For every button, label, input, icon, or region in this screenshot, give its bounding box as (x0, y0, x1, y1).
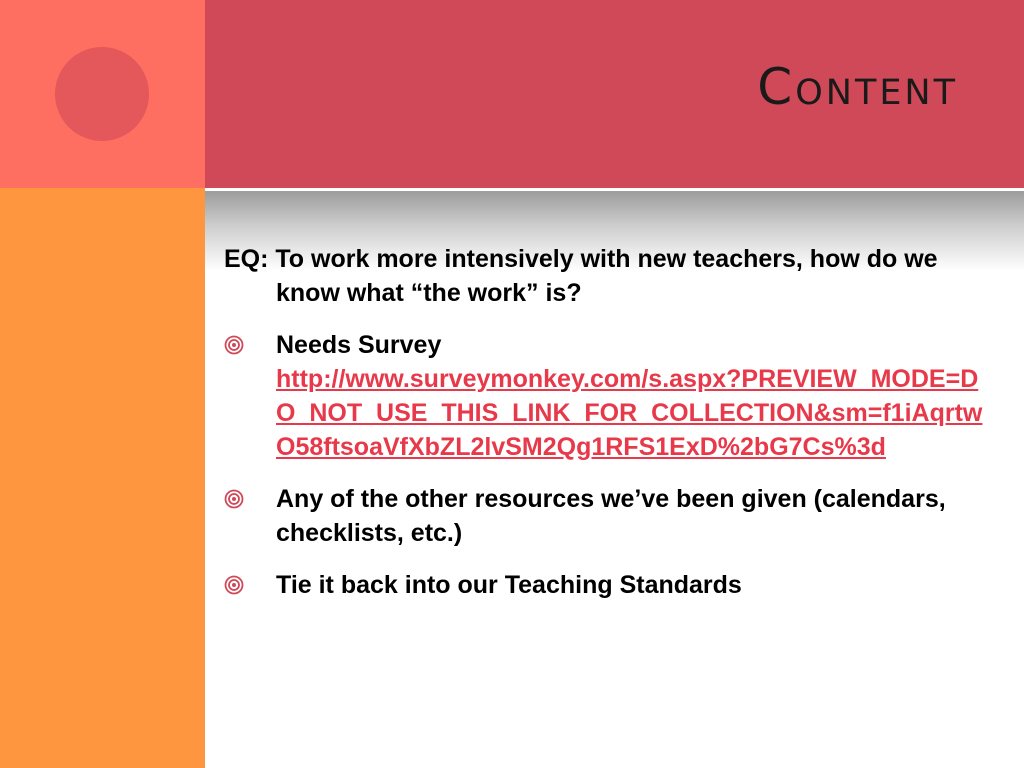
slide-title: Content (757, 58, 958, 116)
concentric-circle-bullet-icon (224, 489, 244, 509)
bullet-item-needs-survey (224, 328, 984, 464)
bullet-item-resources (224, 482, 984, 550)
bullet-label: Needs Survey (276, 331, 442, 359)
bullet-label: Any of the other resources we’ve been given (calendars, checklists, etc.) (276, 485, 946, 547)
bullet-item-standards (224, 568, 984, 602)
survey-link[interactable]: http://www.surveymonkey.com/s.aspx?PREVIEW_MODE=DO_NOT_USE_THIS_LINK_FOR_COLLECTION&sm=f1iAqrtwO58ftsoaVfXbZL2lvSM2Qg1RFS1ExD%2bG7Cs%3d (276, 365, 983, 461)
concentric-circle-bullet-icon (224, 335, 244, 355)
concentric-circle-bullet-icon (224, 575, 244, 595)
slide-content (224, 242, 984, 620)
essential-question: EQ: To work more intensively with new teachers, how do we know what “the work” is? (224, 245, 938, 307)
decorative-circle (55, 47, 149, 141)
left-bottom-panel (0, 188, 205, 768)
bullet-label: Tie it back into our Teaching Standards (276, 571, 742, 599)
